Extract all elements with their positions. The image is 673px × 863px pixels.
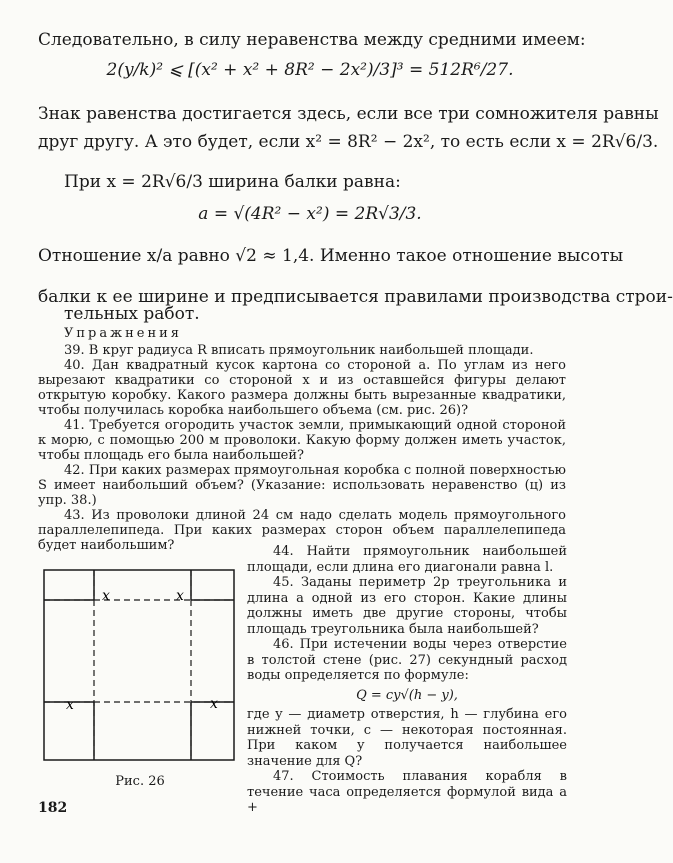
exercise-46-continued: где y — диаметр отверстия, h — глубина его нижней точки, c — некоторая постоянная. При каком y получается наибольшее значение для Q?	[247, 707, 567, 769]
paragraph-4-line-2: балки к ее ширине и предписывается правилами производства строи-	[38, 287, 673, 307]
paragraph-2-line-1: Знак равенства достигается здесь, если все три сомножителя равны	[38, 104, 659, 124]
exercise-46: 46. При истечении воды через отверстие в толстой стене (рис. 27) секундный расход воды определяется по формуле:	[247, 637, 567, 683]
paragraph-1: Следовательно, в силу неравенства между средними имеем:	[38, 30, 586, 50]
exercise-40: 40. Дан квадратный кусок картона со стороной a. По углам из него вырезают квадратики со стороной x и из оставшейся фигуры делают открытую коробку. Какого размера должны быть вырезанные квадратики, чтобы получилась коробка наибольшего объема (см. рис. 26)?	[38, 358, 566, 418]
exercise-43: 43. Из проволоки длиной 24 см надо сделать модель прямоугольного параллелепипеда. При каких размерах сторон объем параллелепипеда будет наибольшим?	[38, 508, 566, 553]
figure-26	[40, 566, 240, 766]
paragraph-4-line-3: тельных работ.	[64, 304, 200, 324]
paragraph-2-line-2: друг другу. А это будет, если x² = 8R² − 2x², то есть если x = 2R√6/3.	[38, 132, 659, 152]
exercise-45: 45. Заданы периметр 2p треугольника и длина a одной из его сторон. Какие длины должны иметь две другие стороны, чтобы площадь треугольника была наибольшей?	[247, 575, 567, 637]
equation-2: a = √(4R² − x²) = 2R√3/3.	[198, 204, 422, 224]
exercise-46-formula: Q = cy√(h − y),	[356, 687, 458, 703]
exercise-list	[38, 343, 566, 553]
cardboard-square	[44, 570, 234, 760]
exercises-heading: Упражнения	[64, 326, 182, 341]
exercise-42: 42. При каких размерах прямоугольная коробка с полной поверхностью S имеет наибольший объем? (Указание: использовать неравенство (ц) из упр. 38.)	[38, 463, 566, 508]
paragraph-4-line-1: Отношение x/a равно √2 ≈ 1,4. Именно такое отношение высоты	[38, 246, 624, 266]
exercise-41: 41. Требуется огородить участок земли, примыкающий одной стороной к морю, с помощью 200 м проволоки. Какую форму должен иметь участок, чтобы площадь его была наибольшей?	[38, 418, 566, 463]
exercise-47: 47. Стоимость плавания корабля в течение часа определяется формулой вида a +	[247, 769, 567, 815]
paragraph-3: При x = 2R√6/3 ширина балки равна:	[64, 172, 401, 192]
label-x-top-left: x	[102, 588, 110, 604]
exercise-39: 39. В круг радиуса R вписать прямоугольник наибольшей площади.	[64, 343, 534, 358]
label-x-bottom-right: x	[210, 696, 218, 712]
label-x-top-right: x	[176, 588, 184, 604]
figure-caption: Рис. 26	[115, 774, 165, 789]
equation-1: 2(y/k)² ⩽ [(x² + x² + 8R² − 2x²)/3]³ = 512R⁶/27.	[106, 60, 514, 80]
label-x-bottom-left: x	[66, 697, 74, 713]
exercise-44: 44. Найти прямоугольник наибольшей площади, если длина его диагонали равна l.	[247, 544, 567, 575]
exercise-column-right	[247, 544, 567, 816]
page-number: 182	[38, 800, 68, 816]
